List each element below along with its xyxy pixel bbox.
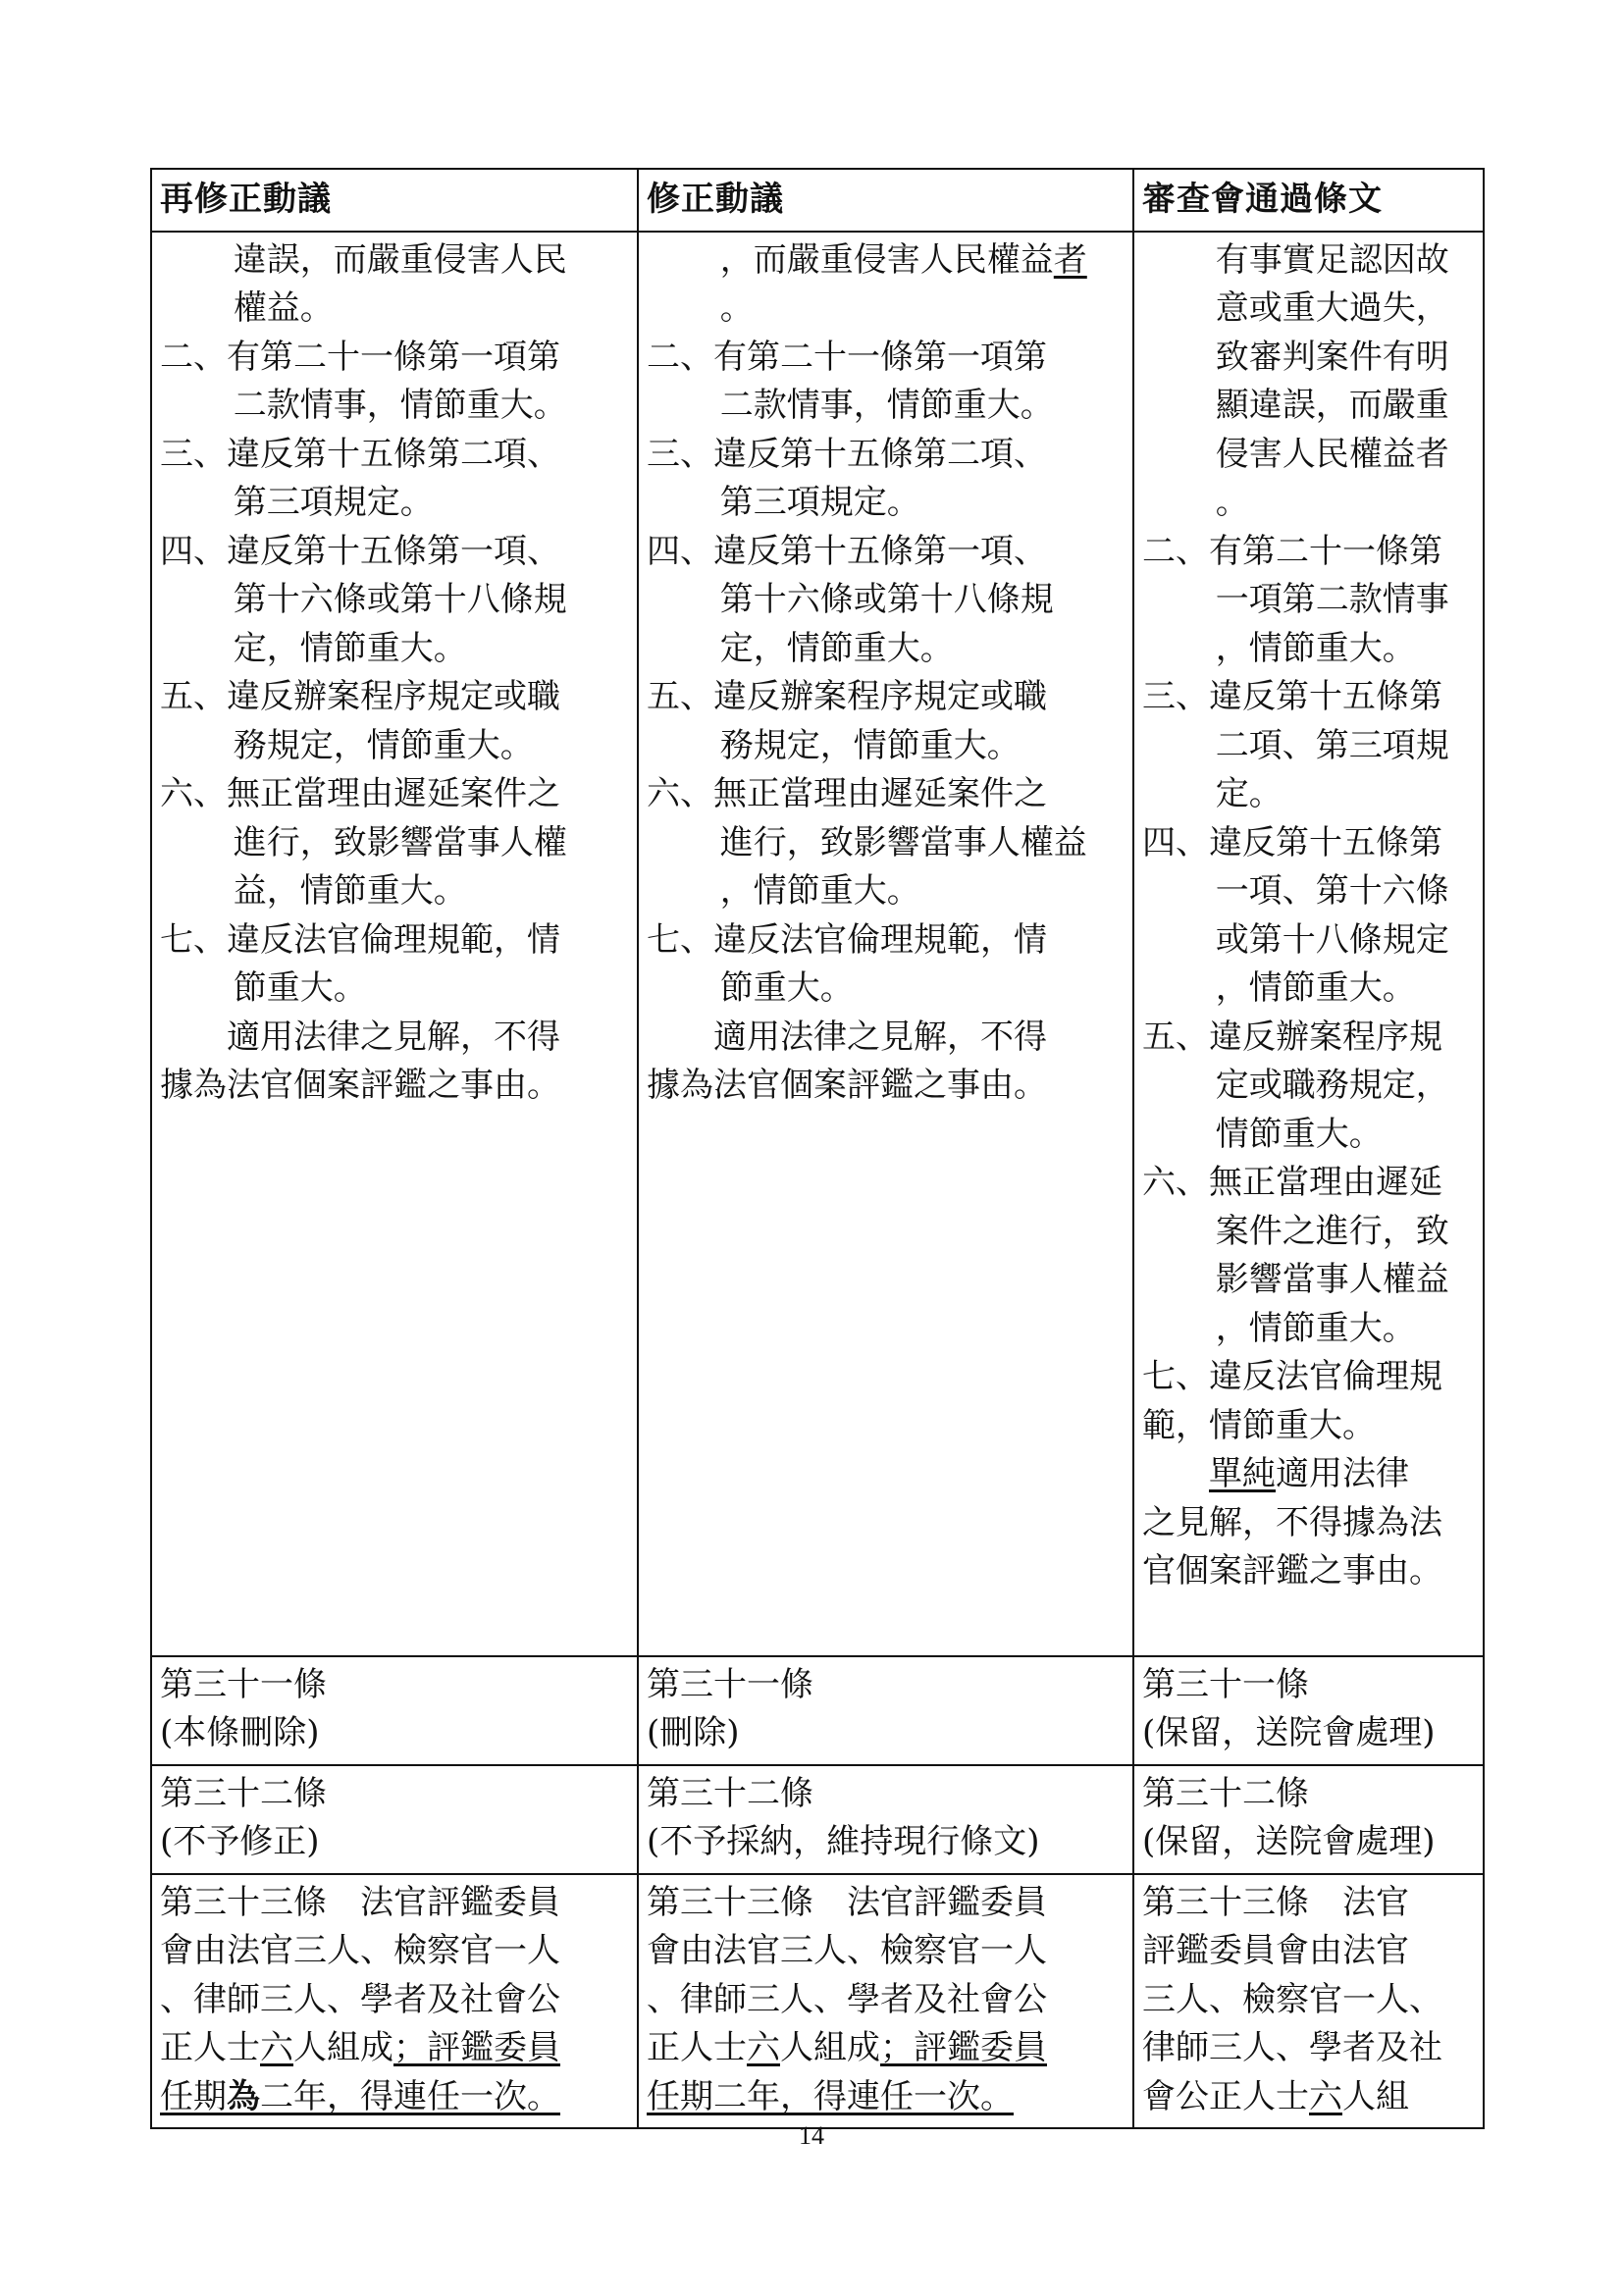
text-run: ，情節重大。: [1215, 1308, 1416, 1348]
text-run: 三、違反第十五條第二項、: [160, 434, 560, 474]
text-run: 意或重大過失，: [1215, 288, 1449, 328]
article-note: (不予採納，維持現行條文): [647, 1822, 1040, 1861]
text-run: 致審判案件有明: [1215, 337, 1449, 377]
text-run: 第三項規定。: [719, 483, 920, 522]
text-run: 據為法官個案評鑑之事由。: [647, 1066, 1047, 1105]
article-31-committee-cell: [1133, 1656, 1484, 1765]
text-line: [1142, 1402, 1477, 1451]
text-line: [1142, 334, 1477, 383]
text-line: [647, 2024, 1126, 2073]
text-run: 七、違反法官倫理規範，情: [647, 919, 1047, 960]
text-line: 、律師三人、學者及社會公: [647, 1979, 1047, 2019]
text-run: 一項第二款情事: [1215, 580, 1449, 619]
text-line: [160, 382, 631, 431]
text-run: 侵害人民權益者: [1215, 434, 1449, 474]
text-run: 官個案評鑑之事由。: [1142, 1551, 1442, 1591]
list-item: [160, 431, 631, 480]
text-run: 五、違反辦案程序規定或職: [160, 677, 560, 716]
text-line: [160, 819, 631, 868]
text-run: ，情節重大。: [1215, 968, 1416, 1008]
text-run: 務規定，情節重大。: [233, 725, 534, 765]
header-amendment: 修正動議: [638, 169, 1133, 232]
underlined-text: 六: [747, 2028, 780, 2067]
list-item: [1142, 673, 1477, 722]
text-run: 會公正人士: [1142, 2076, 1309, 2116]
list-item: [160, 673, 631, 722]
article-30-amendment-cell: [638, 232, 1133, 1656]
text-run: 一項、第十六條: [1215, 871, 1449, 911]
text-line: 第三十三條 法官評鑑委員: [647, 1882, 1047, 1922]
text-run: 五、違反辦案程序規定或職: [647, 677, 1047, 716]
text-line: [160, 285, 631, 334]
text-line: [647, 1014, 1126, 1063]
article-32-committee-cell: [1133, 1765, 1484, 1874]
text-run: 據為法官個案評鑑之事由。: [160, 1066, 560, 1105]
text-run: 範，情節重大。: [1142, 1405, 1376, 1445]
text-line: [1142, 1547, 1477, 1596]
text-line: [647, 382, 1126, 431]
article-30-reamendment-cell: [151, 232, 638, 1656]
list-item: [160, 528, 631, 577]
text-run: 第十六條或第十八條規: [233, 580, 567, 619]
text-run: 有事實足認因故: [1215, 239, 1449, 280]
underlined-text: ；評鑑委員: [393, 2028, 560, 2067]
text-run: 權益。: [233, 288, 334, 328]
text-line: [1142, 285, 1477, 334]
header-row: [151, 169, 1484, 232]
text-line: [1142, 431, 1477, 480]
text-run: 。: [1215, 483, 1249, 522]
text-line: [1142, 916, 1477, 965]
list-item: [647, 528, 1126, 577]
text-run: 第三項規定。: [233, 483, 434, 522]
text-line: [160, 965, 631, 1014]
text-run: 六、無正當理由遲延案件之: [160, 774, 560, 813]
text-line: [647, 285, 1126, 334]
text-line: 會由法官三人、檢察官一人: [647, 1931, 1047, 1970]
text-run: 人組: [1342, 2076, 1409, 2116]
underlined-text: 單純: [1209, 1454, 1276, 1493]
text-line: [160, 2024, 631, 2073]
text-line: 、律師三人、學者及社會公: [160, 1979, 560, 2019]
article-33-amendment-cell: [638, 1874, 1133, 2129]
article-31-amendment-cell: [638, 1656, 1133, 1765]
text-run: 二、有第二十一條第一項第: [160, 337, 560, 377]
text-run: 之見解，不得據為法: [1142, 1502, 1442, 1542]
text-run: 七、違反法官倫理規範，情: [160, 919, 560, 960]
text-line: [1142, 1111, 1477, 1160]
text-run: 適用法律: [1276, 1454, 1409, 1493]
bold-underlined-text: 為: [227, 2076, 260, 2116]
text-line: 會由法官三人、檢察官一人: [160, 1931, 560, 1970]
text-run: 適用法律之見解，不得: [227, 1017, 560, 1057]
article-title: 第三十一條: [1142, 1664, 1309, 1704]
text-line: [647, 2073, 1126, 2122]
article-33-reamendment-cell: [151, 1874, 638, 2129]
article-32-reamendment-cell: [151, 1765, 638, 1874]
text-run: 適用法律之見解，不得: [713, 1017, 1047, 1057]
text-line: [647, 236, 1126, 286]
header-committee-text: 審查會通過條文: [1133, 169, 1484, 232]
text-run: 進行，致影響當事人權: [233, 822, 567, 862]
text-run: 。: [719, 288, 754, 328]
text-line: [160, 236, 631, 286]
text-run: 五、違反辦案程序規: [1142, 1017, 1442, 1057]
list-item: [160, 916, 631, 965]
article-note: (保留，送院會處理): [1142, 1713, 1436, 1752]
text-run: 六、無正當理由遲延: [1142, 1163, 1442, 1202]
text-run: 進行，致影響當事人權益: [719, 822, 1087, 862]
list-item: [647, 916, 1126, 965]
text-line: [1142, 2073, 1477, 2122]
list-item: [1142, 1014, 1477, 1063]
text-line: [1142, 1062, 1477, 1111]
text-run: 二款情事，情節重大。: [719, 386, 1054, 425]
text-run: 情節重大。: [1215, 1114, 1383, 1154]
text-run: 七、違反法官倫理規: [1142, 1357, 1442, 1396]
underlined-text: 者: [1053, 239, 1087, 280]
text-line: [1142, 1450, 1477, 1499]
text-line: [1142, 867, 1477, 916]
text-line: 第三十三條 法官: [1142, 1882, 1409, 1922]
text-line: [1142, 576, 1477, 625]
underlined-text: 任期: [160, 2076, 227, 2116]
header-reamendment: 再修正動議: [151, 169, 638, 232]
text-line: [1142, 625, 1477, 674]
text-line: [1142, 1256, 1477, 1305]
underlined-text: ；評鑑委員: [880, 2028, 1047, 2067]
text-run: 人組成: [780, 2028, 880, 2067]
article-31-row: [151, 1656, 1484, 1765]
text-line: [1142, 1499, 1477, 1548]
text-run: 定，情節重大。: [719, 628, 954, 668]
list-item: [160, 770, 631, 819]
underlined-text: 二年，得連任一次。: [260, 2076, 560, 2116]
list-item: [647, 431, 1126, 480]
text-line: 第三十三條 法官評鑑委員: [160, 1882, 560, 1922]
list-item: [647, 673, 1126, 722]
text-line: [160, 722, 631, 771]
article-31-reamendment-cell: [151, 1656, 638, 1765]
text-run: 或第十八條規定: [1215, 919, 1449, 960]
text-line: [1142, 722, 1477, 771]
article-32-amendment-cell: [638, 1765, 1133, 1874]
text-run: 正人士: [647, 2028, 747, 2067]
text-line: [160, 576, 631, 625]
text-line: [1142, 965, 1477, 1014]
text-run: ，而嚴重侵害人民權益: [719, 239, 1054, 280]
text-run: 節重大。: [233, 968, 367, 1008]
text-line: [160, 625, 631, 674]
text-line: [160, 479, 631, 528]
text-run: 六、無正當理由遲延案件之: [647, 774, 1047, 813]
text-line: [647, 965, 1126, 1014]
text-run: 四、違反第十五條第一項、: [647, 531, 1047, 571]
text-line: [647, 1062, 1126, 1111]
article-title: 第三十一條: [647, 1664, 813, 1704]
text-run: 違誤，而嚴重侵害人民: [233, 239, 567, 280]
article-title: 第三十二條: [1142, 1773, 1309, 1813]
text-run: 二、有第二十一條第: [1142, 531, 1442, 571]
text-run: 第十六條或第十八條規: [719, 580, 1054, 619]
article-note: (不予修正): [160, 1822, 320, 1861]
text-run: 正人士: [160, 2028, 260, 2067]
page-number: 14: [799, 2121, 824, 2150]
text-run: ，情節重大。: [719, 871, 920, 911]
article-title: 第三十二條: [647, 1773, 813, 1813]
list-item: [160, 334, 631, 383]
article-30-committee-cell: [1133, 232, 1484, 1656]
underlined-text: 六: [260, 2028, 293, 2067]
text-run: 顯違誤，而嚴重: [1215, 386, 1449, 425]
underlined-text: 任期二年，得連任一次。: [647, 2076, 1014, 2116]
underlined-text: 六: [1309, 2076, 1342, 2116]
text-run: 定，情節重大。: [233, 628, 467, 668]
text-line: [647, 722, 1126, 771]
list-item: [1142, 528, 1477, 577]
text-line: [160, 1062, 631, 1111]
text-run: 三、違反第十五條第: [1142, 677, 1442, 716]
text-run: 益，情節重大。: [233, 871, 467, 911]
list-item: [647, 334, 1126, 383]
text-line: [647, 625, 1126, 674]
text-line: 評鑑委員會由法官: [1142, 1931, 1409, 1970]
article-33-committee-cell: [1133, 1874, 1484, 2129]
text-run: 務規定，情節重大。: [719, 725, 1021, 765]
text-line: [160, 2073, 631, 2122]
text-run: 影響當事人權益: [1215, 1260, 1449, 1299]
list-item: [1142, 1353, 1477, 1402]
text-line: 三人、檢察官一人、: [1142, 1979, 1442, 2019]
text-line: [647, 479, 1126, 528]
text-line: [1142, 236, 1477, 286]
text-line: [1142, 382, 1477, 431]
list-item: [1142, 1159, 1477, 1208]
text-line: [647, 576, 1126, 625]
article-title: 第三十一條: [160, 1664, 327, 1704]
text-run: 二項、第三項規: [1215, 725, 1449, 765]
list-item: [647, 770, 1126, 819]
text-line: [1142, 770, 1477, 819]
text-run: 二、有第二十一條第一項第: [647, 337, 1047, 377]
text-line: [1142, 479, 1477, 528]
text-run: 案件之進行，致: [1215, 1211, 1449, 1251]
text-line: [647, 819, 1126, 868]
text-run: 四、違反第十五條第: [1142, 822, 1442, 862]
article-33-row: [151, 1874, 1484, 2129]
text-line: [647, 867, 1126, 916]
list-item: [1142, 819, 1477, 868]
article-note: (保留，送院會處理): [1142, 1822, 1436, 1861]
text-run: 定。: [1215, 774, 1283, 813]
text-run: 三、違反第十五條第二項、: [647, 434, 1047, 474]
text-line: [1142, 1305, 1477, 1354]
article-32-row: [151, 1765, 1484, 1874]
article-note: (本條刪除): [160, 1713, 320, 1752]
article-title: 第三十二條: [160, 1773, 327, 1813]
text-run: ，情節重大。: [1215, 628, 1416, 668]
text-run: 節重大。: [719, 968, 854, 1008]
article-note: (刪除): [647, 1713, 740, 1752]
text-run: 四、違反第十五條第一項、: [160, 531, 560, 571]
text-line: 律師三人、學者及社: [1142, 2028, 1442, 2067]
text-line: [160, 1014, 631, 1063]
text-run: 人組成: [293, 2028, 393, 2067]
text-line: [160, 867, 631, 916]
text-run: 定或職務規定，: [1215, 1066, 1449, 1105]
text-line: [1142, 1208, 1477, 1257]
article-30-row: [151, 232, 1484, 1656]
text-run: 二款情事，情節重大。: [233, 386, 567, 425]
comparison-table: [150, 168, 1485, 2129]
